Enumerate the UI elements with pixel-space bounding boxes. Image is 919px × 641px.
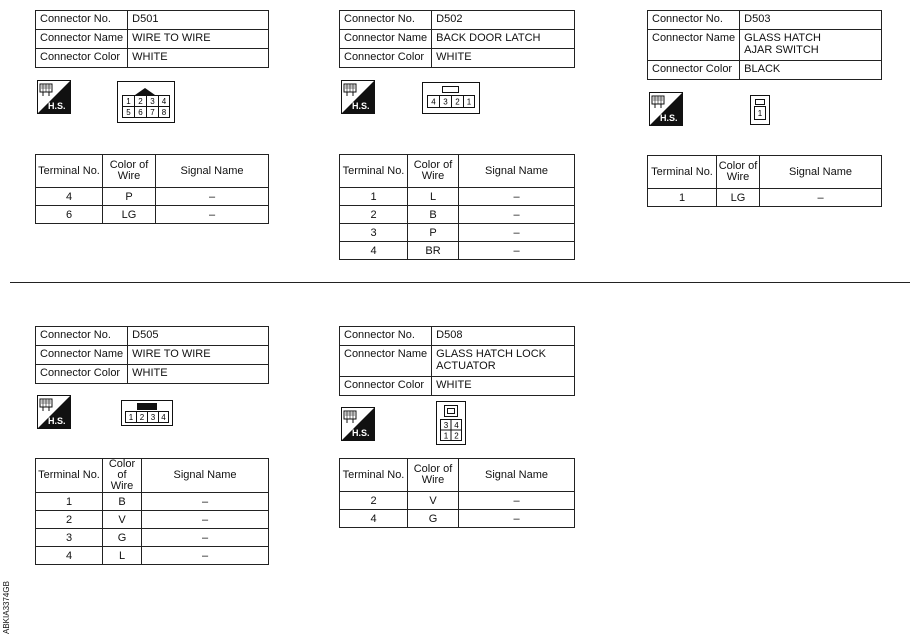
hs-icon: [341, 80, 375, 114]
hs-icon: [37, 395, 71, 429]
pin-label: 8: [161, 108, 167, 117]
hs-label: H.S.: [48, 416, 66, 426]
connector-info-table: [339, 326, 575, 396]
terminal-table: [339, 154, 575, 260]
connector-info-table: [35, 326, 269, 384]
color-of-wire-header: Color of Wire: [717, 156, 760, 189]
terminal-table: [647, 155, 882, 207]
connector-color-label: Connector Color: [36, 365, 128, 384]
connector-d505: [35, 326, 269, 384]
connector-d501: [35, 10, 269, 68]
terminal-table: [35, 458, 269, 565]
connector-name-label: Connector Name: [340, 30, 432, 49]
pin-label: 4: [161, 413, 166, 422]
connector-no-label: Connector No.: [36, 327, 128, 346]
hs-label: H.S.: [48, 101, 66, 111]
table-row: 4 L –: [36, 547, 269, 565]
table-row: 1 LG –: [648, 189, 882, 207]
connector-no-label: Connector No.: [340, 327, 432, 346]
connector-d505-face: [121, 400, 173, 426]
connector-d508: [339, 326, 575, 396]
terminal-no-header: Terminal No.: [36, 459, 103, 493]
signal-name-header: Signal Name: [459, 459, 575, 492]
table-row: 4 G –: [340, 510, 575, 528]
hs-label: H.S.: [352, 101, 370, 111]
connector-name-value: BACK DOOR LATCH: [432, 30, 575, 49]
connector-color-label: Connector Color: [340, 49, 432, 68]
pin-label: 3: [443, 421, 449, 430]
connector-name-value: GLASS HATCH AJAR SWITCH: [740, 30, 882, 61]
connector-no-value: D503: [740, 11, 882, 30]
section-divider: [10, 282, 910, 283]
connector-name-label: Connector Name: [340, 346, 432, 377]
terminal-table: [339, 458, 575, 528]
connector-color-value: BLACK: [740, 61, 882, 80]
connector-name-label: Connector Name: [36, 30, 128, 49]
connector-name-value: WIRE TO WIRE: [128, 346, 269, 365]
connector-no-value: D505: [128, 327, 269, 346]
table-row: 6 LG –: [36, 206, 269, 224]
pin-label: 1: [757, 109, 763, 118]
pin-label: 7: [150, 108, 155, 117]
connector-d503-face: [750, 95, 770, 125]
pin-label: 1: [126, 97, 131, 106]
table-row: 3 G –: [36, 529, 269, 547]
terminal-no-header: Terminal No.: [340, 459, 408, 492]
color-of-wire-header: Color of Wire: [408, 155, 459, 188]
connector-no-value: D502: [432, 11, 575, 30]
table-row: 2 V –: [340, 492, 575, 510]
color-of-wire-header: Color of Wire: [408, 459, 459, 492]
connector-no-value: D501: [128, 11, 269, 30]
connector-color-label: Connector Color: [340, 377, 432, 396]
pin-label: 3: [150, 97, 155, 106]
terminal-table-d508-wrap: [339, 458, 575, 528]
color-of-wire-header: Color of Wire: [103, 155, 156, 188]
connector-no-value: D508: [432, 327, 575, 346]
terminal-table: [35, 154, 269, 224]
terminal-no-header: Terminal No.: [340, 155, 408, 188]
hs-label: H.S.: [352, 428, 370, 438]
hs-icon: [649, 92, 683, 126]
connector-name-value: GLASS HATCH LOCK ACTUATOR: [432, 346, 575, 377]
connector-color-value: WHITE: [432, 49, 575, 68]
terminal-table-d505-wrap: [35, 458, 269, 565]
connector-name-label: Connector Name: [36, 346, 128, 365]
connector-no-label: Connector No.: [340, 11, 432, 30]
connector-no-label: Connector No.: [36, 11, 128, 30]
pin-label: 3: [443, 97, 448, 107]
connector-info-table: [339, 10, 575, 68]
terminal-no-header: Terminal No.: [648, 156, 717, 189]
table-row: 2 V –: [36, 511, 269, 529]
connector-name-value: WIRE TO WIRE: [128, 30, 269, 49]
pin-label: 3: [150, 413, 156, 422]
connector-color-value: WHITE: [432, 377, 575, 396]
connector-d503: [647, 10, 882, 80]
connector-d501-face: [117, 81, 175, 123]
pin-label: 1: [466, 97, 472, 107]
table-row: 2 B –: [340, 206, 575, 224]
terminal-table-d503-wrap: [647, 155, 882, 207]
connector-info-table: [35, 10, 269, 68]
table-row: 1 L –: [340, 188, 575, 206]
table-row: 3 P –: [340, 224, 575, 242]
signal-name-header: Signal Name: [760, 156, 882, 189]
pin-label: 1: [128, 413, 134, 422]
pin-label: 4: [454, 421, 459, 430]
pin-label: 2: [138, 97, 143, 106]
table-row: 4 P –: [36, 188, 269, 206]
hs-icon: [37, 80, 71, 114]
connector-no-label: Connector No.: [648, 11, 740, 30]
table-row: 4 BR –: [340, 242, 575, 260]
pin-label: 1: [443, 431, 449, 441]
pin-label: 4: [161, 97, 167, 106]
signal-name-header: Signal Name: [156, 155, 269, 188]
pin-label: 6: [138, 108, 143, 117]
terminal-no-header: Terminal No.: [36, 155, 103, 188]
connector-name-label: Connector Name: [648, 30, 740, 61]
connector-d502-face: [422, 82, 480, 114]
table-row: 1 B –: [36, 493, 269, 511]
terminal-table-d501-wrap: [35, 154, 269, 224]
hs-icon: [341, 407, 375, 441]
pin-label: 2: [139, 413, 145, 422]
connector-d502: [339, 10, 575, 68]
connector-color-value: WHITE: [128, 49, 269, 68]
terminal-table-d502-wrap: [339, 154, 575, 260]
pin-label: 2: [455, 97, 460, 107]
connector-color-value: WHITE: [128, 365, 269, 384]
figure-code: ABKIA3374GB: [2, 581, 11, 634]
connector-color-label: Connector Color: [648, 61, 740, 80]
signal-name-header: Signal Name: [459, 155, 575, 188]
pin-label: 5: [126, 108, 131, 117]
color-of-wire-header: Color of Wire: [103, 459, 142, 493]
connector-d508-face: [436, 401, 466, 445]
connector-color-label: Connector Color: [36, 49, 128, 68]
pin-label: 2: [454, 431, 459, 441]
connector-info-table: [647, 10, 882, 80]
pin-label: 4: [431, 97, 436, 107]
signal-name-header: Signal Name: [142, 459, 269, 493]
hs-label: H.S.: [660, 113, 678, 123]
